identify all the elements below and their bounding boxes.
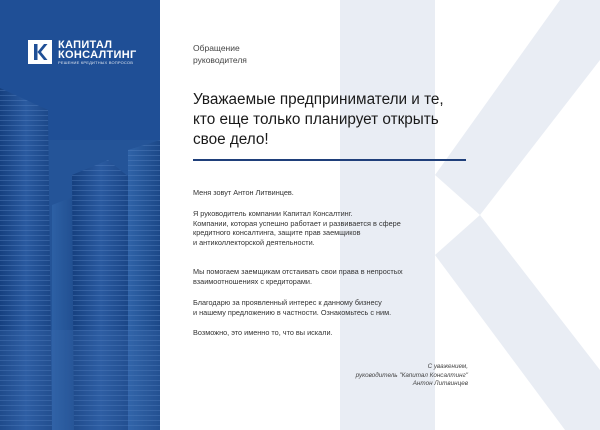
logo-line-2: КОНСАЛТИНГ bbox=[58, 49, 137, 61]
paragraph-company-line: кредитного консалтинга, защите прав заемщиков bbox=[193, 228, 361, 238]
signature-block bbox=[356, 363, 468, 389]
paragraph-mission-line: Мы помогаем заемщикам отстаивать свои права в непростых bbox=[193, 267, 403, 276]
paragraph-mission bbox=[193, 267, 473, 286]
paragraph-intro-text: Меня зовут Антон Литвинцев. bbox=[193, 188, 294, 197]
letter-kicker bbox=[193, 42, 247, 66]
logo-k-icon bbox=[28, 40, 52, 64]
signature-line-2: руководитель "Капитал Консалтинг" bbox=[355, 371, 468, 379]
paragraph-intro bbox=[193, 188, 473, 198]
letter-headline bbox=[193, 90, 483, 150]
paragraph-thanks bbox=[193, 298, 473, 317]
headline-line-2: кто еще только планирует открыть bbox=[193, 111, 439, 128]
company-logo bbox=[28, 40, 137, 66]
paragraph-company-line: Я руководитель компании Капитал Консалтинг. bbox=[193, 209, 353, 218]
paragraph-closing bbox=[193, 328, 473, 338]
headline-divider bbox=[193, 159, 466, 161]
paragraph-thanks-line: и нашему предложению в частности. Ознакомьтесь с ним. bbox=[193, 307, 392, 317]
paragraph-company-line: Компании, которая успешно работает и развивается в сфере bbox=[193, 218, 401, 228]
signature-line-3: Антон Литвинцев bbox=[412, 380, 468, 387]
signature-line-1: С уважением, bbox=[427, 363, 468, 370]
paragraph-thanks-line: Благодарю за проявленный интерес к данному бизнесу bbox=[193, 298, 382, 307]
left-image-panel bbox=[0, 0, 160, 430]
logo-tagline: РЕШЕНИЕ КРЕДИТНЫХ ВОПРОСОВ bbox=[58, 60, 134, 65]
paragraph-closing-text: Возможно, это именно то, что вы искали. bbox=[193, 328, 333, 337]
logo-wordmark bbox=[58, 40, 137, 66]
headline-line-1: Уважаемые предприниматели и те, bbox=[193, 91, 444, 108]
paragraph-mission-line: взаимоотношениях с кредиторами. bbox=[193, 276, 313, 286]
paragraph-company bbox=[193, 209, 473, 247]
paragraph-company-line: и антиколлекторской деятельности. bbox=[193, 237, 315, 247]
logo-line-1: КАПИТАЛ bbox=[58, 39, 113, 51]
headline-line-3: свое дело! bbox=[193, 131, 269, 148]
kicker-line-1: Обращение bbox=[193, 43, 240, 53]
kicker-line-2: руководителя bbox=[193, 55, 247, 65]
